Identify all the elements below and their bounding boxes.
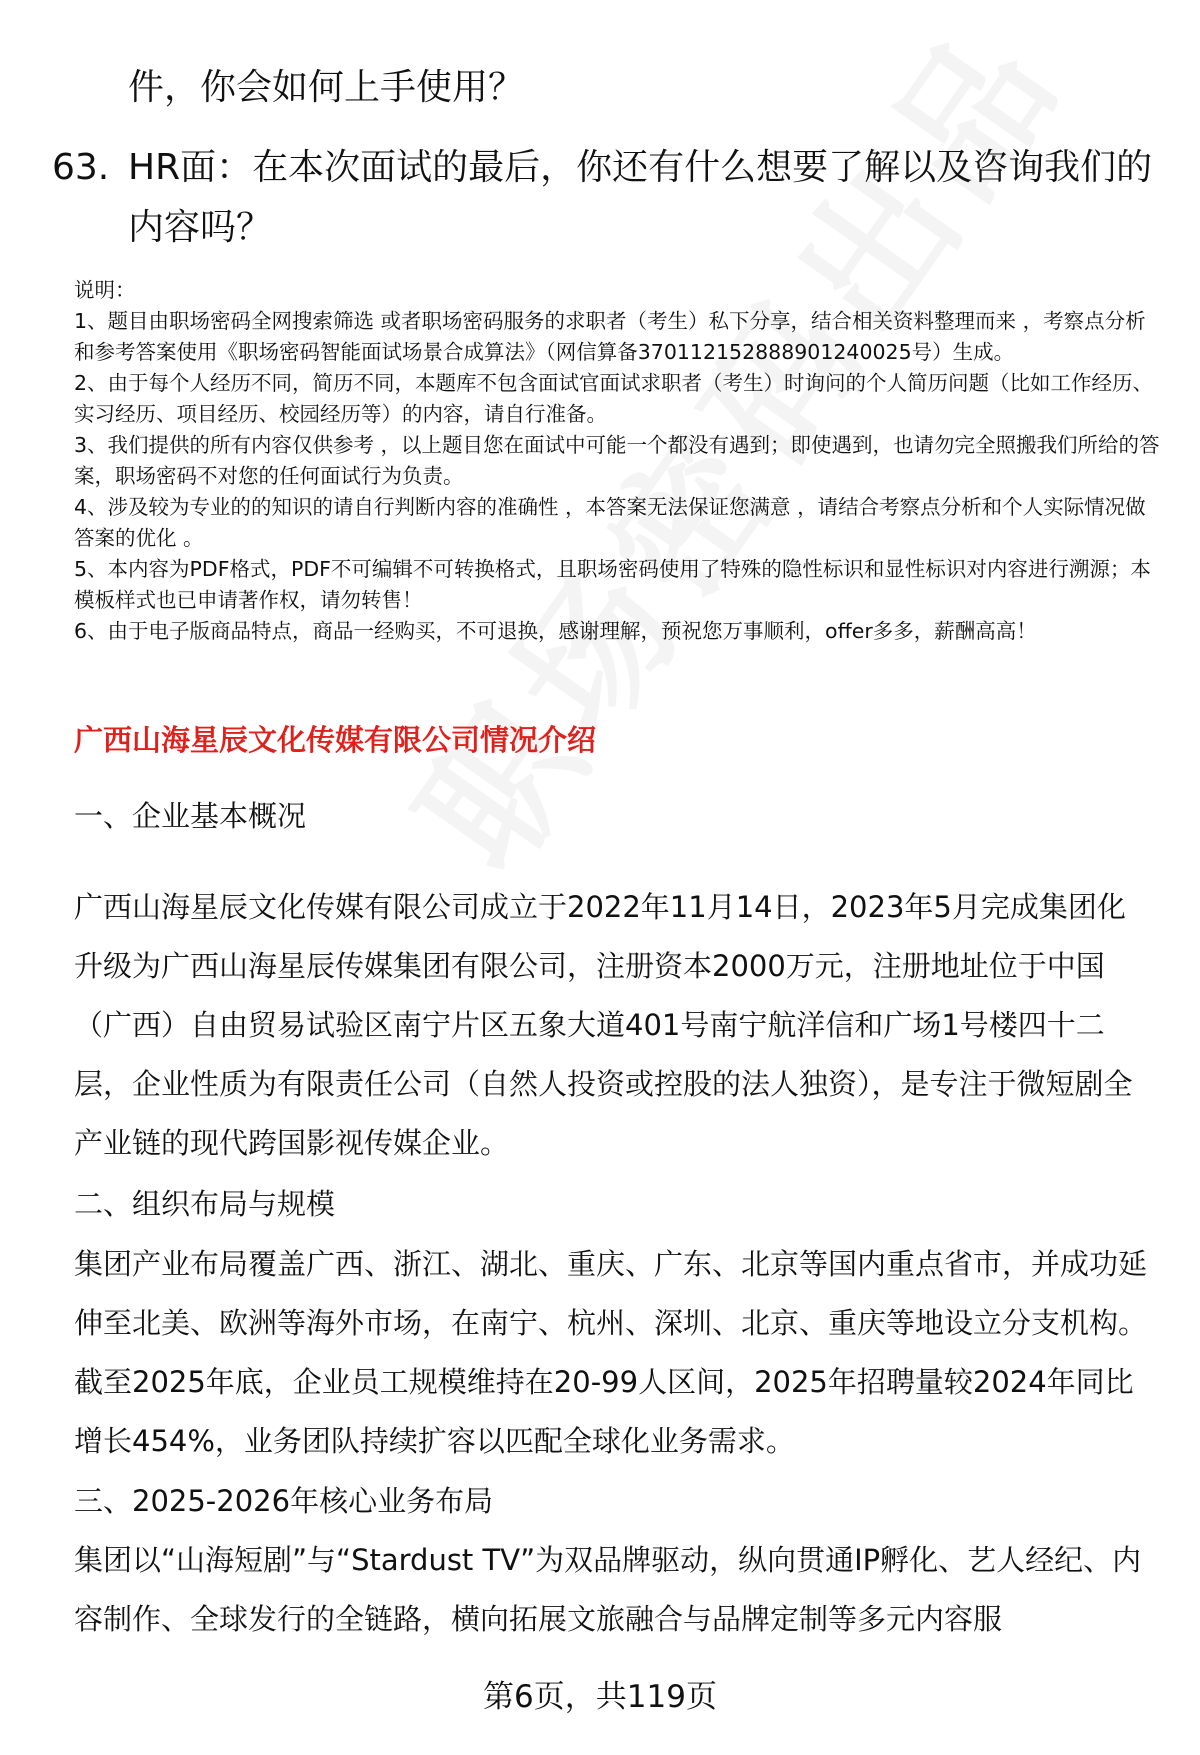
section-body-business: 集团以“山海短剧”与“Stardust TV”为双品牌驱动，纵向贯通IP孵化、艺人经纪、内容制作、全球发行的全链路，横向拓展文旅融合与品牌定制等多元内容服 (74, 1543, 1142, 1636)
section-heading-overview: 一、企业基本概况 (74, 799, 307, 833)
question-number: 63. (52, 147, 110, 188)
section-body-overview: 广西山海星辰文化传媒有限公司成立于2022年11月14日，2023年5月完成集团化升级为广西山海星辰传媒集团有限公司，注册资本2000万元，注册地址位于中国（广西）自由贸易试验区南宁片区五象大道401号南宁航洋信和广场1号楼四十二层，企业性质为有限责任公司（自然人投资或控股的法人独资），是专注于微短剧全产业链的现代跨国影视传媒企业。 (74, 890, 1133, 1160)
notes-item: 4、涉及较为专业的的知识的请自行判断内容的准确性 ，本答案无法保证您满意 ，请结合考察点分析和个人实际情况做答案的优化 。 (74, 495, 1146, 550)
notes-block (74, 275, 1164, 647)
company-section-title: 广西山海星辰文化传媒有限公司情况介绍 (74, 723, 597, 757)
notes-item: 1、题目由职场密码全网搜索筛选 或者职场密码服务的求职者（考生）私下分享，结合相关资料整理而来 ，考察点分析和参考答案使用《职场密码智能面试场景合成算法》（网信算备370112152888901240025号）生成。 (74, 309, 1146, 364)
notes-item: 5、本内容为PDF格式，PDF不可编辑不可转换格式，且职场密码使用了特殊的隐性标识和显性标识对内容进行溯源；本模板样式也已申请著作权，请勿转售！ (74, 557, 1151, 612)
notes-heading: 说明： (74, 278, 136, 302)
section-body-organization: 集团产业布局覆盖广西、浙江、湖北、重庆、广东、北京等国内重点省市，并成功延伸至北美、欧洲等海外市场，在南宁、杭州、深圳、北京、重庆等地设立分支机构。截至2025年底，企业员工规模维持在20-99人区间，2025年招聘量较2024年同比增长454%，业务团队持续扩容以匹配全球化业务需求。 (74, 1247, 1148, 1458)
notes-item: 2、由于每个人经历不同，简历不同，本题库不包含面试官面试求职者（考生）时询问的个人简历问题（比如工作经历、实习经历、项目经历、校园经历等）的内容，请自行准备。 (74, 371, 1154, 426)
question-text: HR面：在本次面试的最后，你还有什么想要了解以及咨询我们的内容吗？ (128, 147, 1153, 248)
notes-item: 6、由于电子版商品特点，商品一经购买，不可退换，感谢理解，预祝您万事顺利，offer多多，薪酬高高！ (74, 619, 1037, 643)
question-item (52, 138, 1162, 258)
question-continuation: 件，你会如何上手使用？ (128, 67, 525, 108)
notes-item: 3、我们提供的所有内容仅供参考 ，以上题目您在面试中可能一个都没有遇到；即使遇到，也请勿完全照搬我们所给的答案，职场密码不对您的任何面试行为负责。 (74, 433, 1160, 488)
section-heading-organization: 二、组织布局与规模 (74, 1187, 336, 1221)
section-heading-business: 三、2025-2026年核心业务布局 (74, 1484, 494, 1518)
page-number-footer: 第6页，共119页 (483, 1679, 717, 1715)
